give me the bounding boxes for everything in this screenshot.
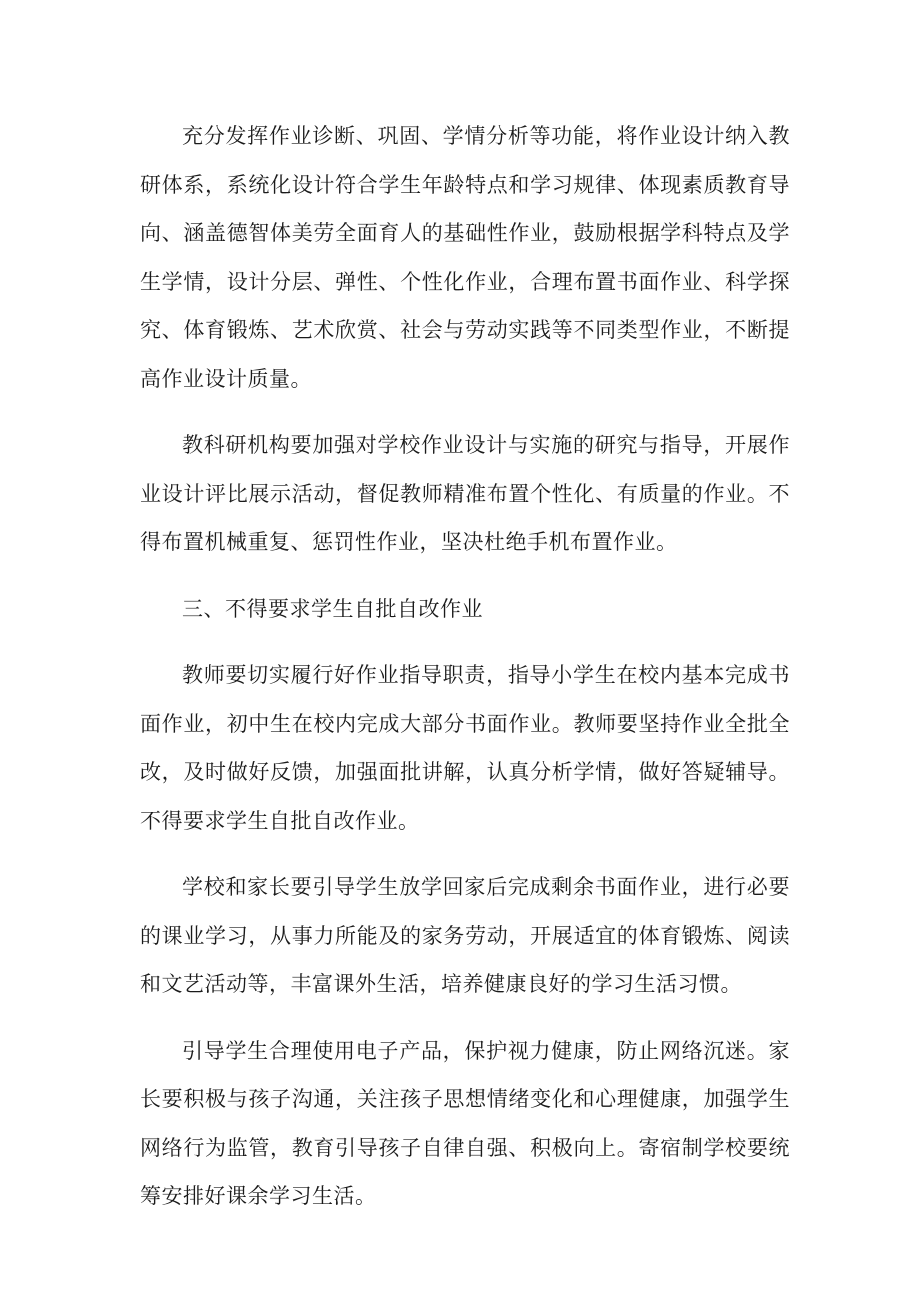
- section-heading: 三、不得要求学生自批自改作业: [182, 596, 483, 621]
- paragraph-homework-design: 充分发挥作业诊断、巩固、学情分析等功能，将作业设计纳入教研体系，系统化设计符合学生年龄特点和学习规律、体现素质教育导向、涵盖德智体美劳全面育人的基础性作业，鼓励根据学科特点及学生学情，设计分层、弹性、个性化作业，合理布置书面作业、科学探究、体育锻炼、艺术欣赏、社会与劳动实践等不同类型作业，不断提高作业设计质量。: [140, 124, 790, 391]
- paragraph-electronic-devices: 引导学生合理使用电子产品，保护视力健康，防止网络沉迷。家长要积极与孩子沟通，关注孩子思想情绪变化和心理健康，加强学生网络行为监管，教育引导孩子自律自强、积极向上。寄宿制学校要统筹安排好课余学习生活。: [140, 1038, 790, 1208]
- paragraph-research-institutions: 教科研机构要加强对学校作业设计与实施的研究与指导，开展作业设计评比展示活动，督促教师精准布置个性化、有质量的作业。不得布置机械重复、惩罚性作业，坚决杜绝手机布置作业。: [140, 433, 790, 554]
- paragraph-teacher-duties: 教师要切实履行好作业指导职责，指导小学生在校内基本完成书面作业，初中生在校内完成大部分书面作业。教师要坚持作业全批全改，及时做好反馈，加强面批讲解，认真分析学情，做好答疑辅导。不得要求学生自批自改作业。: [140, 663, 790, 833]
- paragraph-after-school: 学校和家长要引导学生放学回家后完成剩余书面作业，进行必要的课业学习，从事力所能及的家务劳动，开展适宜的体育锻炼、阅读和文艺活动等，丰富课外生活，培养健康良好的学习生活习惯。: [140, 875, 790, 996]
- document-body: [140, 112, 790, 1239]
